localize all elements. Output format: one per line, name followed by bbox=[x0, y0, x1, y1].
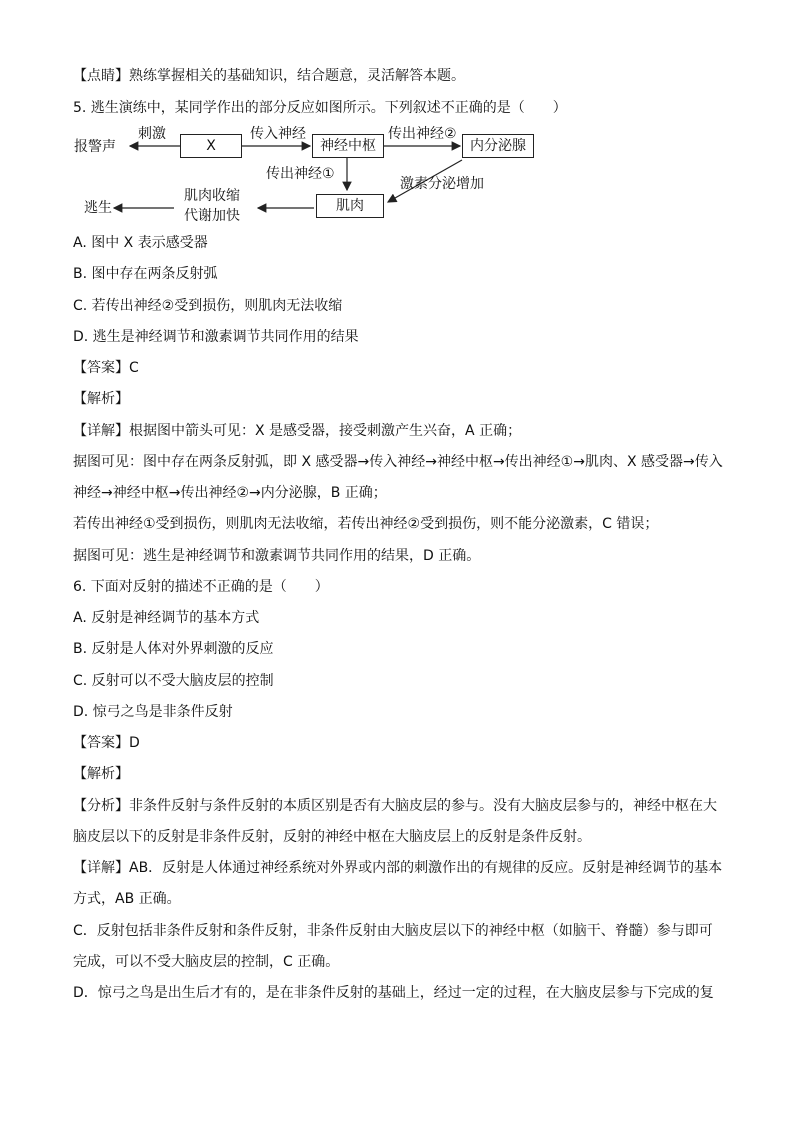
detail-6-line1: 【详解】AB．反射是人体通过神经系统对外界或内部的刺激作出的有规律的反应。反射是神经调节的基本 bbox=[73, 860, 723, 876]
option-b6: B. 反射是人体对外界刺激的反应 bbox=[73, 641, 274, 657]
detail-6-line5: D．惊弓之鸟是出生后才有的，是在非条件反射的基础上，经过一定的过程，在大脑皮层参与下完成的复 bbox=[73, 985, 714, 1001]
stimulus-label: 刺激 bbox=[138, 126, 166, 142]
efferent2-label: 传出神经② bbox=[388, 126, 457, 142]
question-6: 6. 下面对反射的描述不正确的是（ ） bbox=[73, 579, 329, 595]
hormone-label: 激素分泌增加 bbox=[400, 176, 484, 192]
analysis-6-line2: 脑皮层以下的反射是非条件反射，反射的神经中枢在大脑皮层上的反射是条件反射。 bbox=[73, 829, 591, 845]
analysis-5-header: 【解析】 bbox=[73, 391, 129, 407]
escape-label: 逃生 bbox=[84, 200, 112, 216]
option-d5: D. 逃生是神经调节和激素调节共同作用的结果 bbox=[73, 329, 359, 345]
detail-6-line2: 方式，AB 正确。 bbox=[73, 891, 181, 907]
muscle-box: 肌肉 bbox=[316, 194, 384, 218]
center-box: 神经中枢 bbox=[312, 134, 384, 158]
reflex-diagram bbox=[70, 120, 630, 230]
tip-note: 【点睛】熟练掌握相关的基础知识，结合题意，灵活解答本题。 bbox=[73, 68, 465, 84]
analysis-6-header: 【解析】 bbox=[73, 766, 129, 782]
alarm-label: 报警声 bbox=[74, 139, 116, 155]
analysis-6-line1: 【分析】非条件反射与条件反射的本质区别是否有大脑皮层的参与。没有大脑皮层参与的，神经中枢在大 bbox=[73, 798, 717, 814]
detail-5-line1: 【详解】根据图中箭头可见：X 是感受器，接受刺激产生兴奋，A 正确； bbox=[73, 423, 522, 439]
detail-5-line4: 若传出神经①受到损伤，则肌肉无法收缩，若传出神经②受到损伤，则不能分泌激素，C 错误； bbox=[73, 516, 659, 532]
effect1-label: 肌肉收缩 bbox=[184, 188, 240, 204]
detail-5-line2: 据图可见：图中存在两条反射弧，即 X 感受器→传入神经→神经中枢→传出神经①→肌肉、X 感受器→传入 bbox=[73, 454, 723, 470]
efferent1-label: 传出神经① bbox=[266, 166, 335, 182]
option-c5: C. 若传出神经②受到损伤，则肌肉无法收缩 bbox=[73, 298, 343, 314]
detail-6-line3: C．反射包括非条件反射和条件反射，非条件反射由大脑皮层以下的神经中枢（如脑干、脊髓）参与即可 bbox=[73, 923, 713, 939]
effect2-label: 代谢加快 bbox=[184, 208, 240, 224]
option-c6: C. 反射可以不受大脑皮层的控制 bbox=[73, 673, 274, 689]
receptor-box: X bbox=[180, 134, 242, 158]
answer-6: 【答案】D bbox=[73, 735, 140, 751]
answer-5: 【答案】C bbox=[73, 360, 139, 376]
option-d6: D. 惊弓之鸟是非条件反射 bbox=[73, 704, 233, 720]
option-b5: B. 图中存在两条反射弧 bbox=[73, 266, 218, 282]
option-a6: A. 反射是神经调节的基本方式 bbox=[73, 610, 260, 626]
detail-6-line4: 完成，可以不受大脑皮层的控制，C 正确。 bbox=[73, 954, 340, 970]
question-5: 5. 逃生演练中，某同学作出的部分反应如图所示。下列叙述不正确的是（ ） bbox=[73, 100, 567, 116]
afferent-label: 传入神经 bbox=[250, 126, 306, 142]
detail-5-line3: 神经→神经中枢→传出神经②→内分泌腺，B 正确； bbox=[73, 485, 387, 501]
gland-box: 内分泌腺 bbox=[462, 134, 534, 158]
option-a5: A. 图中 X 表示感受器 bbox=[73, 235, 208, 251]
detail-5-line5: 据图可见：逃生是神经调节和激素调节共同作用的结果，D 正确。 bbox=[73, 548, 481, 564]
